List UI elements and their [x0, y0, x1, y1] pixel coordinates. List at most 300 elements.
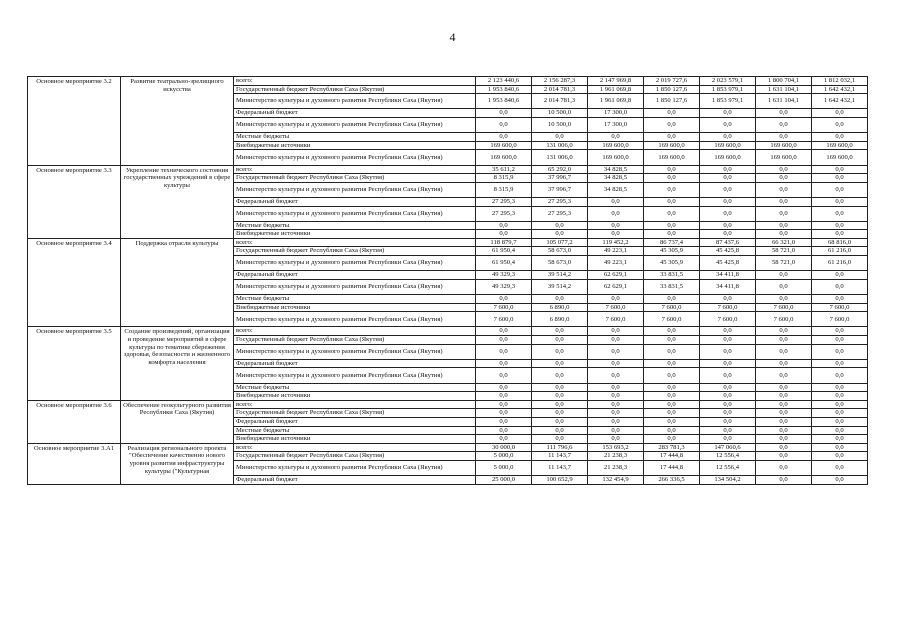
amount-cell: 0,0 — [588, 133, 644, 142]
amount-cell: 0,0 — [476, 392, 532, 401]
amount-cell: 0,0 — [812, 109, 868, 118]
amount-cell: 58 673,0 — [532, 256, 588, 271]
amount-cell: 0,0 — [644, 327, 700, 336]
amount-cell: 0,0 — [588, 383, 644, 392]
funding-source: Министерство культуры и духовного развития Республики Саха (Якутия) — [234, 206, 476, 221]
funding-source: Федеральный бюджет — [234, 197, 476, 206]
amount-cell: 0,0 — [756, 476, 812, 485]
amount-cell: 61 950,4 — [476, 256, 532, 271]
amount-cell: 169 600,0 — [756, 141, 812, 150]
table-row — [28, 327, 868, 336]
amount-cell: 1 631 104,1 — [756, 94, 812, 109]
amount-cell: 100 652,9 — [532, 476, 588, 485]
amount-cell: 0,0 — [644, 336, 700, 345]
amount-cell: 61 216,0 — [812, 247, 868, 256]
amount-cell: 0,0 — [476, 426, 532, 435]
amount-cell: 0,0 — [532, 400, 588, 409]
amount-cell: 5 000,0 — [476, 452, 532, 461]
amount-cell: 45 425,8 — [700, 247, 756, 256]
amount-cell: 118 879,7 — [476, 238, 532, 247]
activity-name: Обеспечение геокультурного развития Республики Саха (Якутия) — [121, 400, 234, 443]
funding-source: Местные бюджеты — [234, 426, 476, 435]
amount-cell: 0,0 — [812, 460, 868, 475]
amount-cell: 0,0 — [532, 368, 588, 383]
amount-cell: 0,0 — [756, 336, 812, 345]
amount-cell: 0,0 — [644, 182, 700, 197]
amount-cell: 21 238,3 — [588, 460, 644, 475]
amount-cell: 0,0 — [812, 206, 868, 221]
amount-cell: 0,0 — [532, 327, 588, 336]
amount-cell: 34 828,5 — [588, 165, 644, 174]
amount-cell: 0,0 — [700, 417, 756, 426]
activity-code: Основное мероприятие 3.5 — [28, 327, 121, 400]
amount-cell: 0,0 — [756, 174, 812, 183]
amount-cell: 0,0 — [700, 133, 756, 142]
amount-cell: 0,0 — [532, 133, 588, 142]
amount-cell: 17 444,8 — [644, 452, 700, 461]
amount-cell: 62 629,1 — [588, 271, 644, 280]
activity-name: Создание произведений, организация и проведение мероприятий в сфере культуры по тематике сбережения здоровья, безопасности и жизненного комфорта населения — [121, 327, 234, 400]
amount-cell: 0,0 — [644, 174, 700, 183]
amount-cell: 34 828,5 — [588, 182, 644, 197]
amount-cell: 27 295,3 — [532, 197, 588, 206]
activity-name: Поддержка отрасли культуры — [121, 238, 234, 327]
amount-cell: 7 600,0 — [812, 303, 868, 312]
amount-cell: 0,0 — [812, 383, 868, 392]
amount-cell: 0,0 — [812, 336, 868, 345]
amount-cell: 7 600,0 — [756, 312, 812, 327]
amount-cell: 1 812 032,1 — [812, 77, 868, 86]
amount-cell: 10 500,0 — [532, 117, 588, 132]
amount-cell: 1 642 432,1 — [812, 85, 868, 94]
amount-cell: 0,0 — [756, 271, 812, 280]
amount-cell: 7 600,0 — [756, 303, 812, 312]
amount-cell: 134 504,2 — [700, 476, 756, 485]
amount-cell: 0,0 — [644, 400, 700, 409]
funding-source: Федеральный бюджет — [234, 476, 476, 485]
amount-cell: 169 600,0 — [476, 150, 532, 165]
amount-cell: 0,0 — [700, 426, 756, 435]
amount-cell: 49 223,1 — [588, 256, 644, 271]
amount-cell: 169 600,0 — [812, 150, 868, 165]
funding-source: Государственный бюджет Республики Саха (Якутия) — [234, 409, 476, 418]
funding-source: Внебюджетные источники — [234, 303, 476, 312]
amount-cell: 0,0 — [644, 417, 700, 426]
amount-cell: 0,0 — [532, 344, 588, 359]
amount-cell: 87 437,6 — [700, 238, 756, 247]
amount-cell: 0,0 — [812, 409, 868, 418]
amount-cell: 169 600,0 — [644, 141, 700, 150]
amount-cell: 0,0 — [812, 230, 868, 239]
amount-cell: 0,0 — [756, 295, 812, 304]
amount-cell: 61 216,0 — [812, 256, 868, 271]
amount-cell: 132 454,9 — [588, 476, 644, 485]
amount-cell: 0,0 — [588, 206, 644, 221]
amount-cell: 0,0 — [700, 359, 756, 368]
amount-cell: 0,0 — [756, 197, 812, 206]
amount-cell: 0,0 — [700, 295, 756, 304]
amount-cell: 0,0 — [700, 174, 756, 183]
amount-cell: 0,0 — [644, 392, 700, 401]
amount-cell: 0,0 — [756, 165, 812, 174]
table-row — [28, 165, 868, 174]
amount-cell: 0,0 — [476, 117, 532, 132]
amount-cell: 0,0 — [644, 383, 700, 392]
amount-cell: 0,0 — [588, 409, 644, 418]
amount-cell: 0,0 — [700, 221, 756, 230]
amount-cell: 86 737,4 — [644, 238, 700, 247]
amount-cell: 0,0 — [812, 426, 868, 435]
amount-cell: 0,0 — [644, 295, 700, 304]
amount-cell: 0,0 — [812, 476, 868, 485]
activity-code: Основное мероприятие 3.3 — [28, 165, 121, 238]
funding-source: Местные бюджеты — [234, 295, 476, 304]
amount-cell: 7 600,0 — [812, 312, 868, 327]
amount-cell: 0,0 — [700, 383, 756, 392]
amount-cell: 0,0 — [532, 426, 588, 435]
funding-source: Внебюджетные источники — [234, 435, 476, 444]
amount-cell: 2 023 579,1 — [700, 77, 756, 86]
amount-cell: 68 816,0 — [812, 238, 868, 247]
amount-cell: 0,0 — [812, 117, 868, 132]
amount-cell: 0,0 — [644, 426, 700, 435]
funding-source: всего: — [234, 77, 476, 86]
amount-cell: 0,0 — [588, 359, 644, 368]
amount-cell: 39 514,2 — [532, 271, 588, 280]
amount-cell: 0,0 — [476, 344, 532, 359]
amount-cell: 12 556,4 — [700, 452, 756, 461]
activity-name: Укрепление технического состояния государственных учреждений в сфере культуры — [121, 165, 234, 238]
amount-cell: 1 961 069,8 — [588, 85, 644, 94]
amount-cell: 0,0 — [532, 392, 588, 401]
amount-cell: 0,0 — [700, 327, 756, 336]
amount-cell: 0,0 — [812, 197, 868, 206]
amount-cell: 0,0 — [756, 435, 812, 444]
amount-cell: 0,0 — [812, 452, 868, 461]
amount-cell: 17 300,0 — [588, 117, 644, 132]
amount-cell: 0,0 — [588, 327, 644, 336]
amount-cell: 0,0 — [476, 368, 532, 383]
amount-cell: 49 329,3 — [476, 271, 532, 280]
amount-cell: 0,0 — [644, 206, 700, 221]
funding-source: Государственный бюджет Республики Саха (Якутия) — [234, 452, 476, 461]
amount-cell: 0,0 — [476, 359, 532, 368]
funding-source: Внебюджетные источники — [234, 230, 476, 239]
funding-source: Местные бюджеты — [234, 133, 476, 142]
amount-cell: 147 060,6 — [700, 443, 756, 452]
amount-cell: 105 077,2 — [532, 238, 588, 247]
amount-cell: 0,0 — [588, 392, 644, 401]
amount-cell: 0,0 — [812, 327, 868, 336]
amount-cell: 0,0 — [812, 279, 868, 294]
amount-cell: 0,0 — [476, 133, 532, 142]
amount-cell: 0,0 — [812, 359, 868, 368]
amount-cell: 169 600,0 — [476, 141, 532, 150]
amount-cell: 0,0 — [532, 230, 588, 239]
amount-cell: 169 600,0 — [700, 150, 756, 165]
amount-cell: 0,0 — [700, 117, 756, 132]
funding-source: всего: — [234, 400, 476, 409]
amount-cell: 0,0 — [812, 400, 868, 409]
amount-cell: 0,0 — [532, 221, 588, 230]
amount-cell: 0,0 — [476, 109, 532, 118]
amount-cell: 0,0 — [644, 359, 700, 368]
amount-cell: 169 600,0 — [588, 141, 644, 150]
amount-cell: 12 556,4 — [700, 460, 756, 475]
amount-cell: 1 850 127,6 — [644, 85, 700, 94]
funding-source: Министерство культуры и духовного развития Республики Саха (Якутия) — [234, 279, 476, 294]
amount-cell: 0,0 — [812, 133, 868, 142]
amount-cell: 10 500,0 — [532, 109, 588, 118]
amount-cell: 0,0 — [588, 426, 644, 435]
amount-cell: 0,0 — [700, 392, 756, 401]
amount-cell: 0,0 — [812, 417, 868, 426]
amount-cell: 0,0 — [532, 336, 588, 345]
amount-cell: 45 305,9 — [644, 256, 700, 271]
amount-cell: 39 514,2 — [532, 279, 588, 294]
amount-cell: 0,0 — [756, 206, 812, 221]
amount-cell: 5 000,0 — [476, 460, 532, 475]
amount-cell: 0,0 — [588, 197, 644, 206]
funding-source: всего: — [234, 238, 476, 247]
amount-cell: 0,0 — [756, 368, 812, 383]
budget-table-body — [28, 77, 868, 485]
amount-cell: 21 238,3 — [588, 452, 644, 461]
amount-cell: 0,0 — [812, 392, 868, 401]
amount-cell: 0,0 — [532, 417, 588, 426]
table-row — [28, 77, 868, 86]
amount-cell: 0,0 — [532, 409, 588, 418]
amount-cell: 0,0 — [644, 109, 700, 118]
amount-cell: 7 600,0 — [476, 312, 532, 327]
amount-cell: 0,0 — [812, 435, 868, 444]
amount-cell: 58 673,0 — [532, 247, 588, 256]
amount-cell: 1 961 069,8 — [588, 94, 644, 109]
amount-cell: 0,0 — [644, 117, 700, 132]
funding-source: Министерство культуры и духовного развития Республики Саха (Якутия) — [234, 368, 476, 383]
amount-cell: 65 292,0 — [532, 165, 588, 174]
funding-source: Местные бюджеты — [234, 221, 476, 230]
funding-source: всего: — [234, 165, 476, 174]
amount-cell: 1 953 840,6 — [476, 94, 532, 109]
amount-cell: 0,0 — [588, 221, 644, 230]
amount-cell: 169 600,0 — [756, 150, 812, 165]
amount-cell: 0,0 — [700, 165, 756, 174]
funding-source: Министерство культуры и духовного развития Республики Саха (Якутия) — [234, 150, 476, 165]
amount-cell: 0,0 — [756, 426, 812, 435]
amount-cell: 0,0 — [700, 206, 756, 221]
amount-cell: 58 721,0 — [756, 247, 812, 256]
amount-cell: 0,0 — [812, 368, 868, 383]
amount-cell: 0,0 — [700, 197, 756, 206]
amount-cell: 169 600,0 — [588, 150, 644, 165]
amount-cell: 33 831,5 — [644, 271, 700, 280]
amount-cell: 0,0 — [588, 336, 644, 345]
amount-cell: 0,0 — [644, 368, 700, 383]
funding-source: всего: — [234, 443, 476, 452]
amount-cell: 0,0 — [476, 230, 532, 239]
amount-cell: 0,0 — [476, 336, 532, 345]
amount-cell: 0,0 — [812, 182, 868, 197]
amount-cell: 0,0 — [644, 409, 700, 418]
funding-source: Федеральный бюджет — [234, 271, 476, 280]
amount-cell: 7 600,0 — [700, 312, 756, 327]
amount-cell: 0,0 — [476, 295, 532, 304]
amount-cell: 8 315,9 — [476, 182, 532, 197]
amount-cell: 0,0 — [756, 344, 812, 359]
amount-cell: 34 411,8 — [700, 279, 756, 294]
amount-cell: 58 721,0 — [756, 256, 812, 271]
amount-cell: 7 600,0 — [644, 312, 700, 327]
amount-cell: 0,0 — [700, 368, 756, 383]
amount-cell: 0,0 — [588, 344, 644, 359]
activity-code: Основное мероприятие 3.4 — [28, 238, 121, 327]
amount-cell: 2 147 969,8 — [588, 77, 644, 86]
funding-source: Федеральный бюджет — [234, 109, 476, 118]
amount-cell: 0,0 — [756, 182, 812, 197]
amount-cell: 0,0 — [644, 165, 700, 174]
amount-cell: 49 329,3 — [476, 279, 532, 294]
amount-cell: 0,0 — [476, 435, 532, 444]
amount-cell: 1 853 979,1 — [700, 94, 756, 109]
amount-cell: 17 444,8 — [644, 460, 700, 475]
amount-cell: 0,0 — [644, 344, 700, 359]
amount-cell: 0,0 — [644, 197, 700, 206]
amount-cell: 0,0 — [756, 133, 812, 142]
amount-cell: 0,0 — [644, 435, 700, 444]
amount-cell: 25 000,0 — [476, 476, 532, 485]
amount-cell: 0,0 — [812, 295, 868, 304]
amount-cell: 153 693,2 — [588, 443, 644, 452]
amount-cell: 0,0 — [700, 182, 756, 197]
amount-cell: 1 800 704,1 — [756, 77, 812, 86]
amount-cell: 0,0 — [812, 221, 868, 230]
amount-cell: 11 143,7 — [532, 460, 588, 475]
amount-cell: 0,0 — [476, 400, 532, 409]
amount-cell: 0,0 — [644, 133, 700, 142]
amount-cell: 0,0 — [756, 279, 812, 294]
amount-cell: 34 411,8 — [700, 271, 756, 280]
amount-cell: 0,0 — [756, 409, 812, 418]
funding-source: Министерство культуры и духовного развития Республики Саха (Якутия) — [234, 312, 476, 327]
amount-cell: 0,0 — [644, 221, 700, 230]
amount-cell: 0,0 — [588, 417, 644, 426]
amount-cell: 0,0 — [756, 452, 812, 461]
activity-code: Основное мероприятие 3.А1 — [28, 443, 121, 484]
amount-cell: 131 006,0 — [532, 141, 588, 150]
amount-cell: 0,0 — [756, 383, 812, 392]
amount-cell: 66 321,0 — [756, 238, 812, 247]
amount-cell: 33 831,5 — [644, 279, 700, 294]
activity-name: Развитие театрально-зрелищного искусства — [121, 77, 234, 166]
amount-cell: 45 305,9 — [644, 247, 700, 256]
amount-cell: 2 156 287,3 — [532, 77, 588, 86]
funding-source: Министерство культуры и духовного развития Республики Саха (Якутия) — [234, 94, 476, 109]
amount-cell: 0,0 — [532, 435, 588, 444]
funding-source: Государственный бюджет Республики Саха (Якутия) — [234, 85, 476, 94]
amount-cell: 169 600,0 — [644, 150, 700, 165]
amount-cell: 0,0 — [700, 344, 756, 359]
amount-cell: 0,0 — [700, 435, 756, 444]
amount-cell: 0,0 — [532, 383, 588, 392]
amount-cell: 0,0 — [756, 443, 812, 452]
amount-cell: 1 642 432,1 — [812, 94, 868, 109]
amount-cell: 7 600,0 — [476, 303, 532, 312]
amount-cell: 49 223,1 — [588, 247, 644, 256]
amount-cell: 169 600,0 — [812, 141, 868, 150]
funding-source: Внебюджетные источники — [234, 392, 476, 401]
amount-cell: 0,0 — [588, 435, 644, 444]
amount-cell: 1 850 127,6 — [644, 94, 700, 109]
amount-cell: 0,0 — [700, 400, 756, 409]
amount-cell: 2 014 781,3 — [532, 85, 588, 94]
amount-cell: 0,0 — [700, 230, 756, 239]
amount-cell: 0,0 — [476, 221, 532, 230]
amount-cell: 0,0 — [756, 109, 812, 118]
amount-cell: 0,0 — [532, 359, 588, 368]
amount-cell: 30 000,0 — [476, 443, 532, 452]
amount-cell: 266 336,5 — [644, 476, 700, 485]
amount-cell: 0,0 — [476, 327, 532, 336]
amount-cell: 0,0 — [588, 230, 644, 239]
amount-cell: 0,0 — [532, 295, 588, 304]
amount-cell: 0,0 — [644, 230, 700, 239]
activity-name: Реализация регионального проекта "Обеспечение качественно нового уровня развития инфраструктуры культуры ("Культурная — [121, 443, 234, 484]
funding-source: Федеральный бюджет — [234, 417, 476, 426]
amount-cell: 0,0 — [756, 327, 812, 336]
amount-cell: 34 828,5 — [588, 174, 644, 183]
amount-cell: 1 853 979,1 — [700, 85, 756, 94]
amount-cell: 131 006,0 — [532, 150, 588, 165]
funding-source: Государственный бюджет Республики Саха (Якутия) — [234, 247, 476, 256]
amount-cell: 0,0 — [812, 344, 868, 359]
funding-source: Государственный бюджет Республики Саха (Якутия) — [234, 174, 476, 183]
amount-cell: 45 425,8 — [700, 256, 756, 271]
funding-source: Министерство культуры и духовного развития Республики Саха (Якутия) — [234, 256, 476, 271]
amount-cell: 7 600,0 — [588, 312, 644, 327]
budget-table — [27, 76, 868, 485]
table-row — [28, 443, 868, 452]
table-row — [28, 400, 868, 409]
amount-cell: 7 600,0 — [644, 303, 700, 312]
funding-source: Министерство культуры и духовного развития Республики Саха (Якутия) — [234, 117, 476, 132]
amount-cell: 283 781,3 — [644, 443, 700, 452]
amount-cell: 0,0 — [756, 117, 812, 132]
amount-cell: 0,0 — [588, 295, 644, 304]
funding-source: Министерство культуры и духовного развития Республики Саха (Якутия) — [234, 182, 476, 197]
amount-cell: 0,0 — [476, 409, 532, 418]
funding-source: Министерство культуры и духовного развития Республики Саха (Якутия) — [234, 460, 476, 475]
amount-cell: 2 019 727,6 — [644, 77, 700, 86]
amount-cell: 0,0 — [756, 221, 812, 230]
funding-source: Внебюджетные источники — [234, 141, 476, 150]
funding-source: Государственный бюджет Республики Саха (Якутия) — [234, 336, 476, 345]
amount-cell: 0,0 — [588, 400, 644, 409]
amount-cell: 0,0 — [812, 443, 868, 452]
amount-cell: 1 953 840,6 — [476, 85, 532, 94]
amount-cell: 17 300,0 — [588, 109, 644, 118]
amount-cell: 0,0 — [700, 336, 756, 345]
amount-cell: 0,0 — [756, 230, 812, 239]
amount-cell: 0,0 — [476, 417, 532, 426]
funding-source: Федеральный бюджет — [234, 359, 476, 368]
amount-cell: 0,0 — [756, 460, 812, 475]
amount-cell: 0,0 — [588, 368, 644, 383]
amount-cell: 0,0 — [812, 165, 868, 174]
amount-cell: 6 890,0 — [532, 303, 588, 312]
amount-cell: 62 629,1 — [588, 279, 644, 294]
amount-cell: 0,0 — [700, 109, 756, 118]
